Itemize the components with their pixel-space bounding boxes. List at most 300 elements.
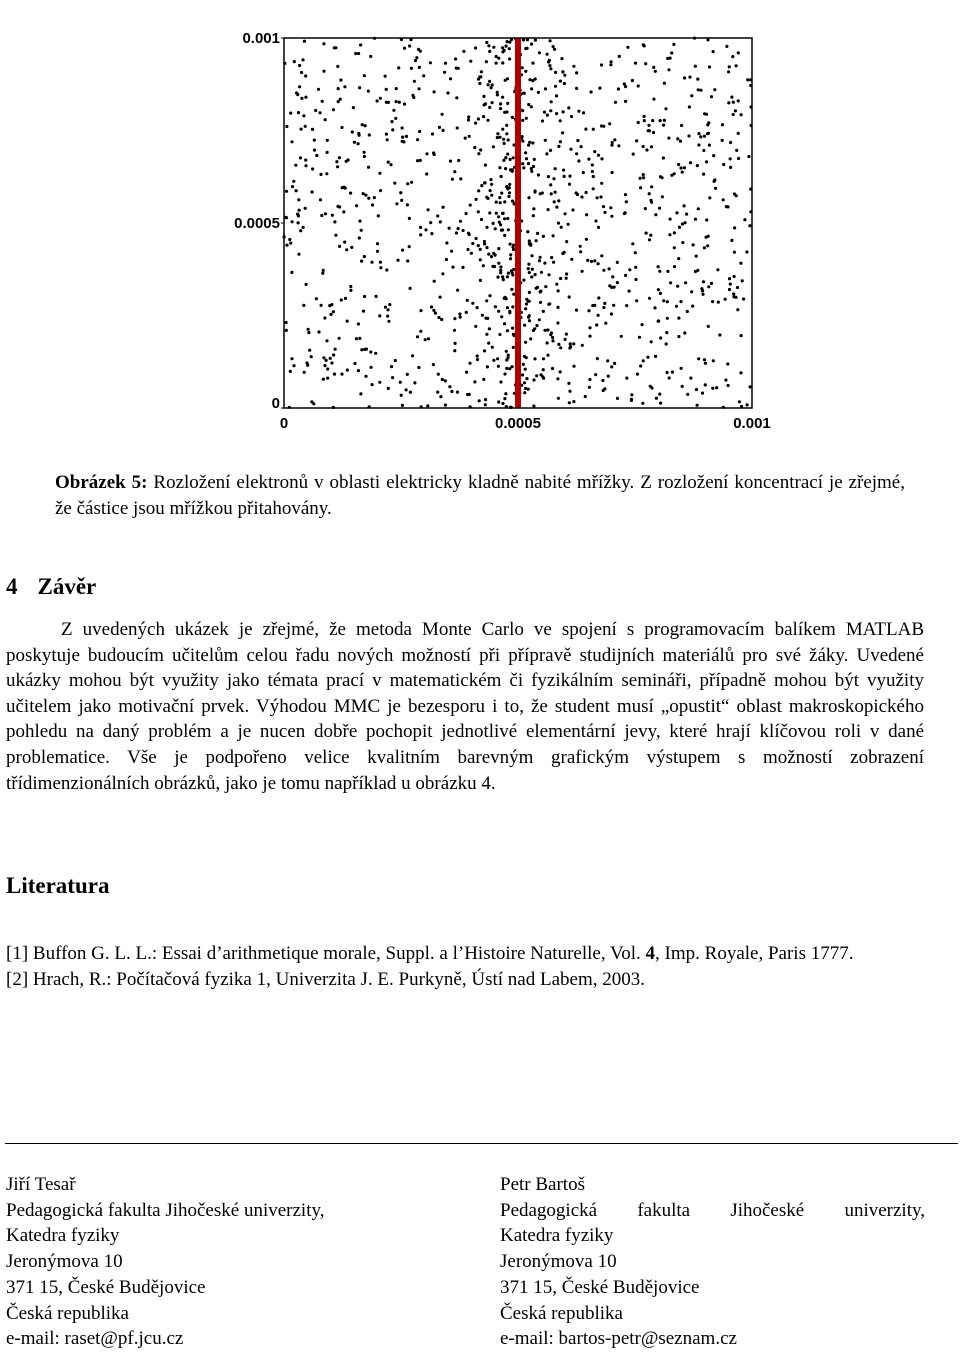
electron-point (527, 388, 530, 391)
electron-point (401, 136, 404, 139)
electron-point (521, 119, 524, 122)
electron-point (727, 70, 730, 73)
electron-point (594, 219, 597, 222)
electron-point (695, 255, 698, 258)
electron-point (321, 272, 324, 275)
electron-point (502, 159, 505, 162)
electron-point (702, 173, 705, 176)
electron-point (503, 322, 506, 325)
electron-point (728, 65, 731, 68)
electron-point (556, 306, 559, 309)
electron-point (313, 139, 316, 142)
electron-point (505, 358, 508, 361)
electron-point (663, 82, 666, 85)
electron-point (697, 207, 700, 210)
electron-point (288, 238, 291, 241)
electron-point (532, 207, 535, 210)
reference-text-end: , Imp. Royale, Paris 1777. (655, 943, 854, 964)
electron-point (431, 132, 434, 135)
electron-point (634, 266, 637, 269)
electron-point (570, 115, 573, 118)
electron-point (668, 376, 671, 379)
electron-point (742, 297, 745, 300)
electron-point (527, 196, 530, 199)
electron-point (369, 55, 372, 58)
electron-point (385, 133, 388, 136)
electron-point (611, 275, 614, 278)
electron-point (509, 253, 512, 256)
electron-point (509, 243, 512, 246)
electron-point (710, 95, 713, 98)
electron-point (503, 200, 506, 203)
electron-point (525, 377, 528, 380)
electron-point (588, 378, 591, 381)
electron-point (391, 128, 394, 131)
electron-point (628, 268, 631, 271)
electron-point (610, 215, 613, 218)
electron-point (334, 234, 337, 237)
electron-point (650, 185, 653, 188)
electron-point (590, 90, 593, 93)
electron-point (610, 60, 613, 63)
electron-point (408, 245, 411, 248)
electron-point (641, 323, 644, 326)
electron-point (306, 361, 309, 364)
electron-point (492, 145, 495, 148)
electron-point (707, 325, 710, 328)
electron-point (683, 76, 686, 79)
electron-point (531, 141, 534, 144)
electron-point (445, 258, 448, 261)
electron-point (466, 248, 469, 251)
electron-point (324, 118, 327, 121)
electron-point (432, 363, 435, 366)
electron-point (547, 60, 550, 63)
electron-point (596, 196, 599, 199)
electron-point (497, 215, 500, 218)
electron-point (499, 269, 502, 272)
electron-point (349, 192, 352, 195)
electron-point (479, 279, 482, 282)
electron-point (375, 295, 378, 298)
electron-point (569, 148, 572, 151)
electron-point (690, 94, 693, 97)
electron-point (706, 123, 709, 126)
electron-point (600, 157, 603, 160)
electron-point (547, 175, 550, 178)
electron-point (323, 316, 326, 319)
electron-point (563, 82, 566, 85)
electron-point (705, 218, 708, 221)
electron-point (413, 381, 416, 384)
electron-point (688, 76, 691, 79)
electron-point (662, 156, 665, 159)
electron-point (696, 404, 699, 407)
electron-point (468, 393, 471, 396)
electron-point (471, 302, 474, 305)
electron-point (595, 323, 598, 326)
electron-point (446, 91, 449, 94)
electron-point (665, 342, 668, 345)
electron-point (295, 91, 298, 94)
electron-point (424, 338, 427, 341)
electron-point (499, 201, 502, 204)
electron-point (735, 194, 738, 197)
author-department: Katedra fyziky (6, 1225, 120, 1247)
electron-point (551, 336, 554, 339)
electron-point (293, 60, 296, 63)
electron-point (482, 115, 485, 118)
electron-point (419, 233, 422, 236)
electron-point (694, 65, 697, 68)
reference-list (6, 941, 924, 992)
electron-point (385, 268, 388, 271)
electron-point (417, 48, 420, 51)
electron-point (406, 203, 409, 206)
electron-point (593, 150, 596, 153)
electron-point (433, 280, 436, 283)
electron-point (692, 243, 695, 246)
electron-point (426, 404, 429, 407)
electron-point (504, 156, 507, 159)
electron-point (665, 331, 668, 334)
electron-point (546, 354, 549, 357)
electron-point (647, 129, 650, 132)
electron-point (635, 139, 638, 142)
electron-point (439, 220, 442, 223)
electron-point (676, 137, 679, 140)
electron-point (285, 244, 288, 247)
electron-point (553, 48, 556, 51)
electron-point (585, 191, 588, 194)
electron-point (379, 189, 382, 192)
electron-point (675, 305, 678, 308)
electron-point (639, 364, 642, 367)
y-tick-label: 0.0005 (234, 215, 280, 232)
electron-point (706, 132, 709, 135)
electron-point (673, 231, 676, 234)
electron-point (491, 346, 494, 349)
electron-point (559, 119, 562, 122)
electron-point (333, 373, 336, 376)
electron-point (651, 119, 654, 122)
electron-point (565, 272, 568, 275)
electron-point (555, 94, 558, 97)
electron-point (669, 57, 672, 60)
electron-point (320, 214, 323, 217)
electron-point (539, 290, 542, 293)
electron-point (477, 210, 480, 213)
electron-point (367, 166, 370, 169)
electron-point (548, 64, 551, 67)
electron-point (300, 128, 303, 131)
electron-point (538, 51, 541, 54)
electron-point (557, 343, 560, 346)
electron-point (546, 341, 549, 344)
electron-point (501, 212, 504, 215)
electron-point (568, 390, 571, 393)
reference-item (6, 967, 924, 993)
electron-point (501, 96, 504, 99)
electron-point (510, 288, 513, 291)
electron-point (360, 260, 363, 263)
electron-point (676, 285, 679, 288)
electron-point (486, 365, 489, 368)
electron-point (355, 337, 358, 340)
electron-point (538, 318, 541, 321)
electron-point (488, 50, 491, 53)
electron-point (477, 117, 480, 120)
electron-point (662, 299, 665, 302)
electron-point (506, 102, 509, 105)
electron-point (737, 99, 740, 102)
electron-point (550, 256, 553, 259)
section-heading (6, 574, 96, 600)
electron-point (532, 404, 535, 407)
electron-point (497, 262, 500, 265)
electron-point (625, 200, 628, 203)
electron-point (488, 106, 491, 109)
electron-point (611, 171, 614, 174)
electron-point (505, 45, 508, 48)
section-number: 4 (6, 574, 18, 599)
electron-point (310, 355, 313, 358)
electron-point (325, 172, 328, 175)
electron-point (648, 238, 651, 241)
electron-point (290, 357, 293, 360)
electron-point (564, 338, 567, 341)
electron-point (360, 229, 363, 232)
electron-point (313, 149, 316, 152)
electron-point (488, 294, 491, 297)
electron-point (677, 257, 680, 260)
electron-point (509, 158, 512, 161)
electron-point (505, 110, 508, 113)
electron-point (409, 287, 412, 290)
electron-point (588, 326, 591, 329)
electron-point (484, 398, 487, 401)
electron-point (663, 119, 666, 122)
electron-point (363, 74, 366, 77)
electron-point (680, 124, 683, 127)
electron-point (639, 177, 642, 180)
electron-point (442, 206, 445, 209)
reference-text: Hrach, R.: Počítačová fyzika 1, Univerzita J. E. Purkyně, Ústí nad Labem, 2003. (32, 968, 645, 990)
electron-point (325, 339, 328, 342)
electron-point (465, 311, 468, 314)
electron-point (506, 217, 509, 220)
electron-point (521, 373, 524, 376)
electron-point (300, 71, 303, 74)
electron-point (530, 254, 533, 257)
electron-point (542, 368, 545, 371)
electron-point (584, 395, 587, 398)
electron-point (498, 166, 501, 169)
electron-point (710, 282, 713, 285)
electron-point (567, 223, 570, 226)
electron-point (512, 244, 515, 247)
electron-point (475, 237, 478, 240)
electron-point (559, 277, 562, 280)
electron-point (384, 306, 387, 309)
electron-point (401, 404, 404, 407)
electron-point (298, 85, 301, 88)
electron-point (285, 125, 288, 128)
electron-point (672, 43, 675, 46)
electron-point (367, 90, 370, 93)
electron-point (530, 43, 533, 46)
electron-point (304, 207, 307, 210)
electron-point (473, 380, 476, 383)
electron-point (597, 314, 600, 317)
electron-point (581, 270, 584, 273)
author-department: Katedra fyziky (500, 1225, 614, 1247)
electron-point (597, 226, 600, 229)
electron-point (495, 62, 498, 65)
electron-point (485, 60, 488, 63)
electron-point (368, 133, 371, 136)
electron-point (701, 392, 704, 395)
electron-point (666, 270, 669, 273)
electron-point (498, 333, 501, 336)
electron-point (315, 297, 318, 300)
electron-point (422, 74, 425, 77)
electron-point (492, 222, 495, 225)
electron-point (708, 65, 711, 68)
electron-point (630, 398, 633, 401)
electron-point (712, 154, 715, 157)
electron-point (483, 349, 486, 352)
electron-point (642, 176, 645, 179)
electron-point (469, 204, 472, 207)
electron-point (364, 194, 367, 197)
electron-point (686, 310, 689, 313)
electron-point (345, 248, 348, 251)
electron-point (572, 65, 575, 68)
electron-point (326, 139, 329, 142)
electron-point (389, 163, 392, 166)
electron-point (654, 355, 657, 358)
electron-point (616, 261, 619, 264)
electron-point (746, 78, 749, 81)
electron-point (429, 221, 432, 224)
electron-point (659, 336, 662, 339)
electron-point (562, 169, 565, 172)
electron-point (642, 173, 645, 176)
electron-point (638, 336, 641, 339)
electron-point (427, 337, 430, 340)
electron-point (658, 207, 661, 210)
electron-point (724, 379, 727, 382)
electron-point (526, 230, 529, 233)
electron-point (337, 100, 340, 103)
electron-point (326, 367, 329, 370)
electron-point (387, 387, 390, 390)
electron-point (634, 278, 637, 281)
electron-point (624, 274, 627, 277)
electron-point (487, 253, 490, 256)
electron-point (353, 141, 356, 144)
electron-point (329, 357, 332, 360)
electron-point (509, 257, 512, 260)
electron-point (677, 163, 680, 166)
electron-point (355, 204, 358, 207)
electron-point (502, 278, 505, 281)
electron-point (329, 313, 332, 316)
electron-point (739, 262, 742, 265)
electron-point (410, 181, 413, 184)
electron-point (523, 324, 526, 327)
plot-background (200, 0, 780, 455)
electron-point (705, 236, 708, 239)
electron-point (743, 218, 746, 221)
electron-point (577, 110, 580, 113)
electron-point (354, 52, 357, 55)
electron-point (340, 298, 343, 301)
electron-point (491, 83, 494, 86)
electron-point (549, 109, 552, 112)
electron-point (297, 111, 300, 114)
electron-point (498, 136, 501, 139)
electron-point (585, 213, 588, 216)
electron-point (433, 90, 436, 93)
electron-point (363, 295, 366, 298)
electron-point (625, 304, 628, 307)
electron-point (562, 110, 565, 113)
electron-point (403, 103, 406, 106)
author-street: Jeronýmova 10 (6, 1251, 123, 1273)
electron-point (298, 209, 301, 212)
electron-point (570, 258, 573, 261)
electron-point (344, 187, 347, 190)
electron-point (437, 373, 440, 376)
electron-point (587, 158, 590, 161)
electron-point (302, 114, 305, 117)
electron-point (307, 331, 310, 334)
electron-point (650, 145, 653, 148)
electron-point (500, 315, 503, 318)
electron-point (568, 401, 571, 404)
electron-point (370, 261, 373, 264)
electron-point (544, 139, 547, 142)
electron-point (419, 330, 422, 333)
electron-point (668, 233, 671, 236)
electron-point (418, 130, 421, 133)
electron-point (538, 259, 541, 262)
electron-point (662, 124, 665, 127)
electron-point (456, 126, 459, 129)
electron-point (443, 71, 446, 74)
electron-point (575, 309, 578, 312)
electron-point (554, 71, 557, 74)
electron-point (363, 151, 366, 154)
electron-point (419, 226, 422, 229)
electron-point (597, 262, 600, 265)
electron-point (677, 317, 680, 320)
electron-point (501, 275, 504, 278)
electron-point (326, 151, 329, 154)
electron-point (643, 44, 646, 47)
electron-point (310, 400, 313, 403)
electron-point (625, 377, 628, 380)
electron-point (388, 303, 391, 306)
electron-point (285, 321, 288, 324)
electron-point (568, 183, 571, 186)
electron-point (634, 62, 637, 65)
electron-point (307, 328, 310, 331)
electron-point (602, 205, 605, 208)
electron-point (524, 307, 527, 310)
